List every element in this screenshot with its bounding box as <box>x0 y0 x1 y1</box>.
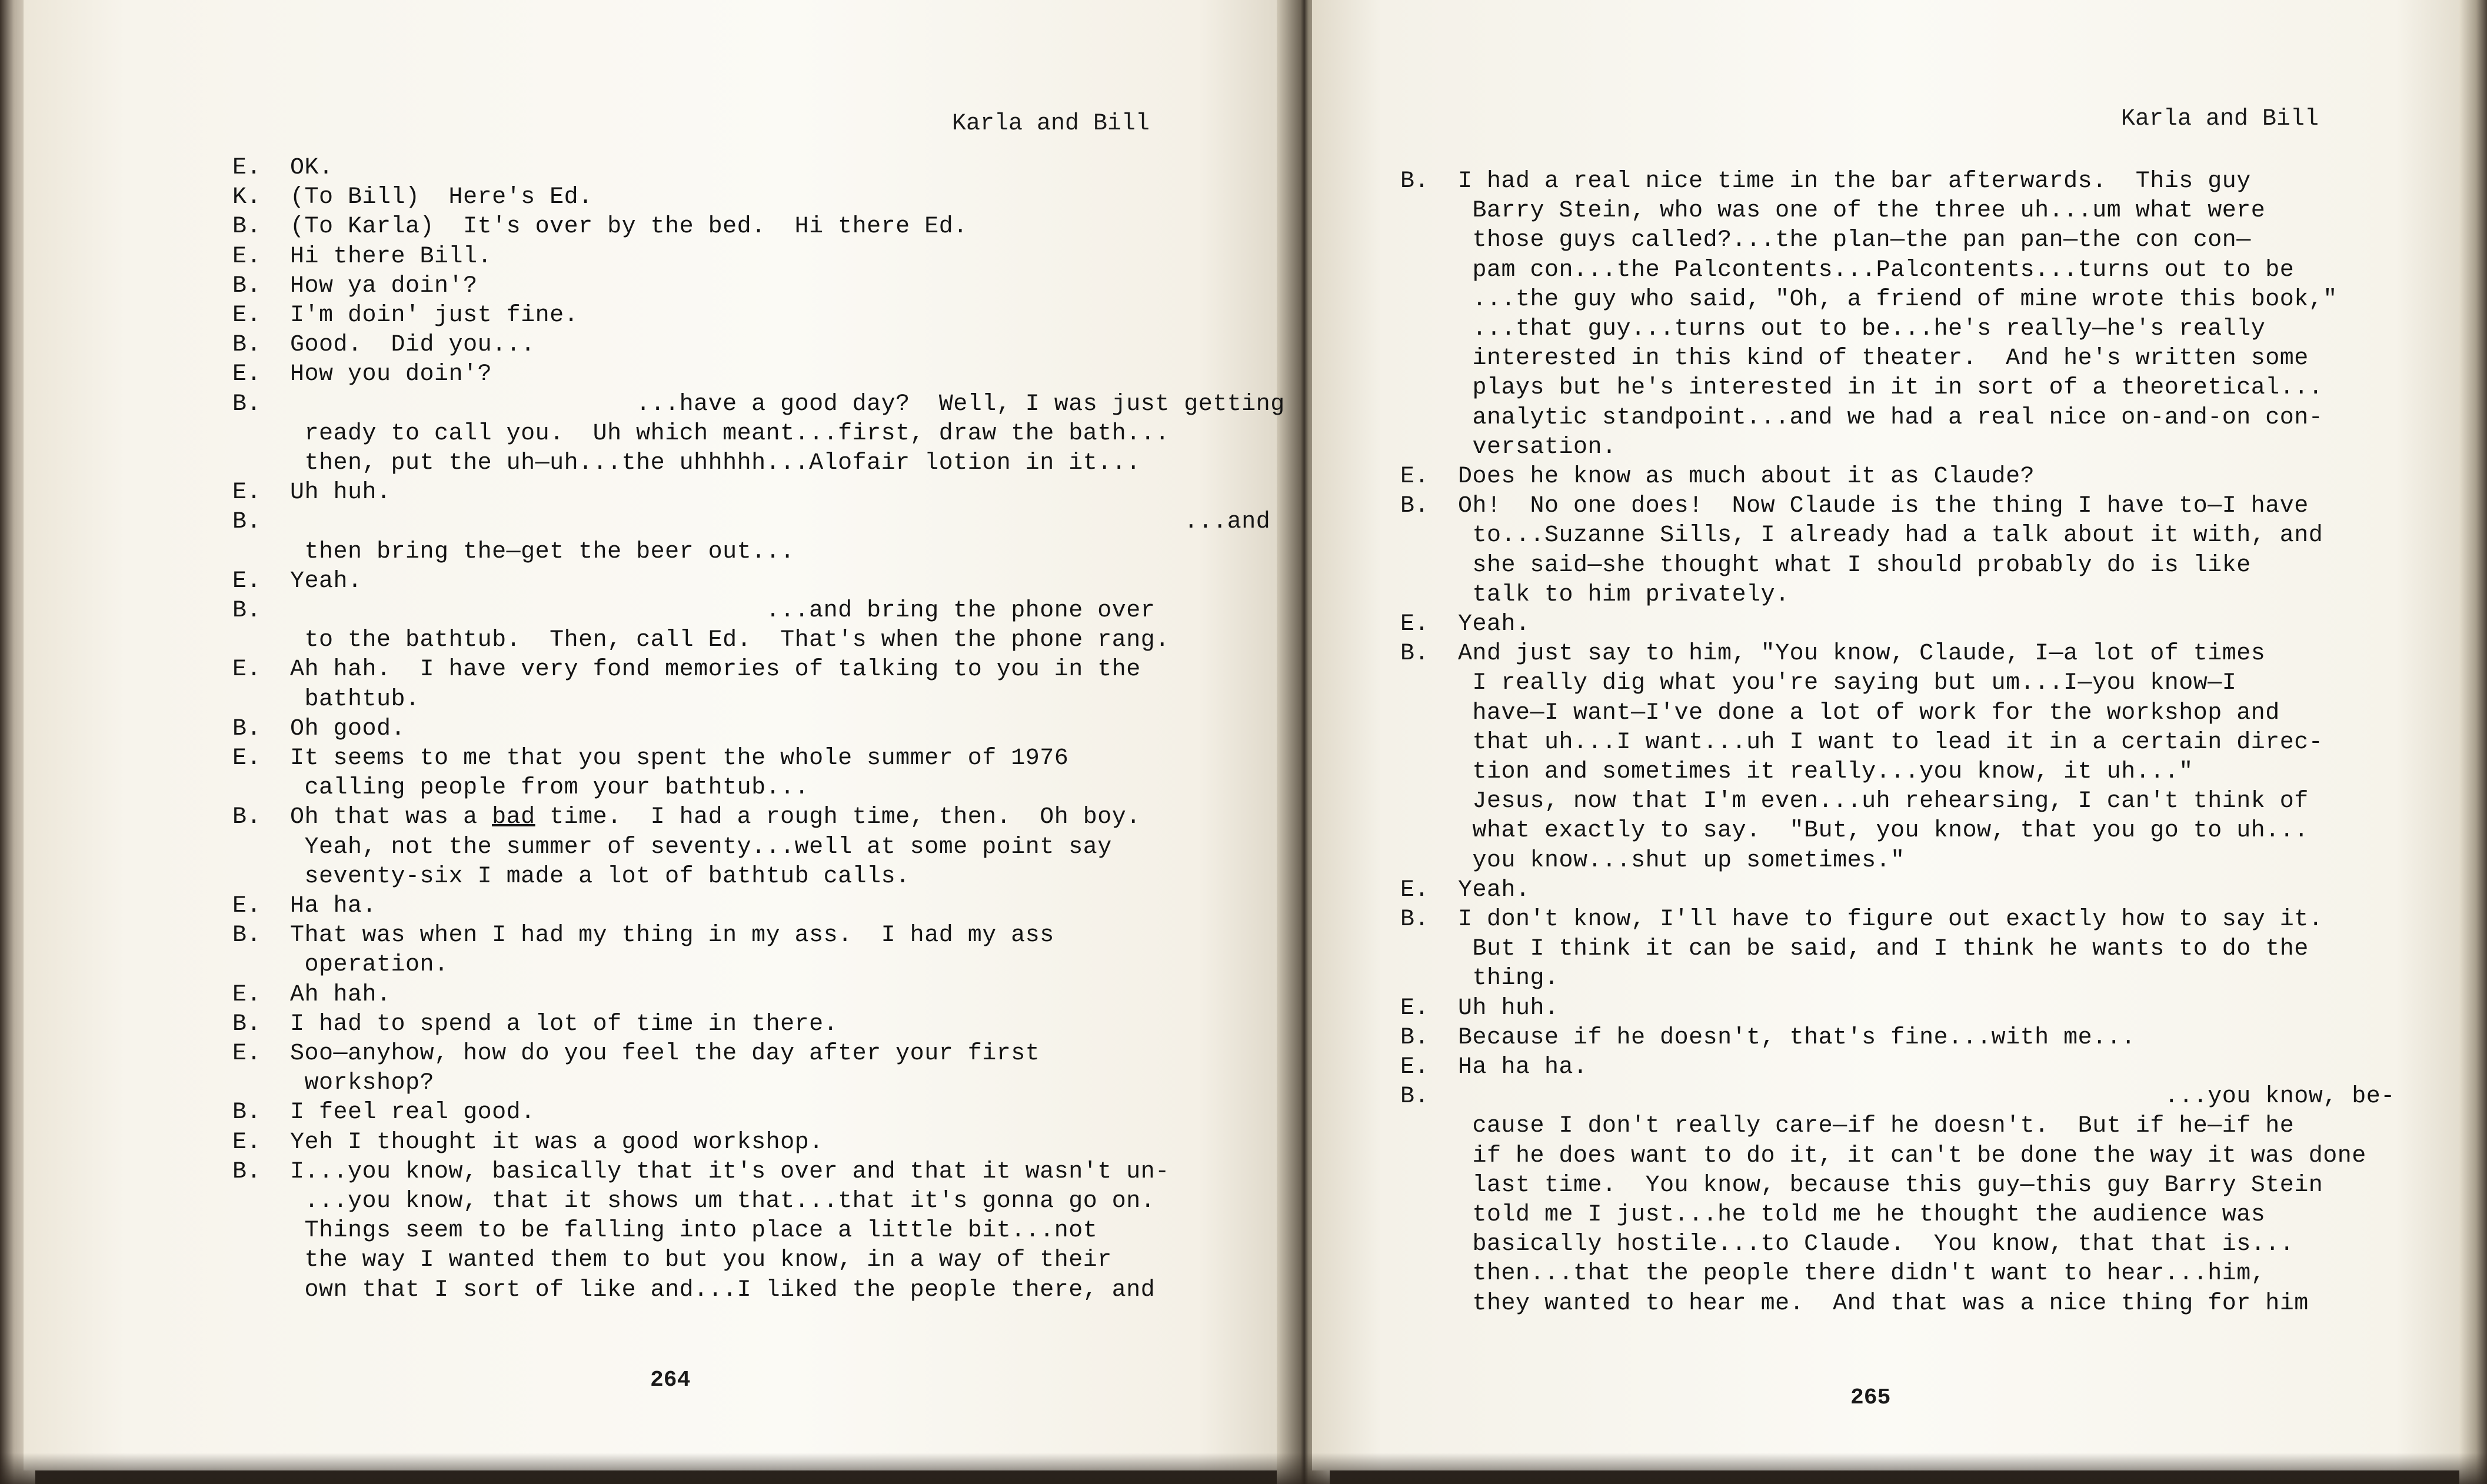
text-line: talk to him privately. <box>1400 581 1790 608</box>
text-line: E. Ah hah. <box>232 981 391 1008</box>
right-page-number: 265 <box>1850 1385 1891 1410</box>
text-line: interested in this kind of theater. And he's written some <box>1400 345 2309 372</box>
text-line: versation. <box>1400 433 1617 461</box>
text-line: to...Suzanne Sills, I already had a talk about it with, and <box>1400 522 2323 549</box>
text-line: what exactly to say. "But, you know, that you go to uh... <box>1400 818 2309 845</box>
text-line: B. ...have a good day? Well, I was just getting <box>232 391 1285 418</box>
text-line: tion and sometimes it really...you know, it uh..." <box>1400 759 2193 785</box>
text-line: ...you know, that it shows um that...that it's gonna go on. <box>232 1188 1156 1215</box>
text-line: E. OK. <box>232 155 334 181</box>
text-line: plays but he's interested in it in sort of a theoretical... <box>1400 375 2323 402</box>
text-line: E. I'm doin' just fine. <box>232 302 579 329</box>
text-line: B. That was when I had my thing in my ass. I had my ass <box>232 922 1054 949</box>
text-line: ...the guy who said, "Oh, a friend of mine wrote this book," <box>1400 286 2338 313</box>
text-line: E. Yeah. <box>1400 876 1530 903</box>
text-line: that uh...I want...uh I want to lead it in a certain direc- <box>1400 729 2323 756</box>
text-line: those guys called?...the plan—the pan pan—the con con— <box>1400 227 2251 254</box>
text-line: last time. You know, because this guy—this guy Barry Stein <box>1400 1172 2323 1199</box>
text-line: K. (To Bill) Here's Ed. <box>232 184 593 211</box>
text-line: basically hostile...to Claude. You know, that that is... <box>1400 1231 2295 1258</box>
text-line: E. Yeh I thought it was a good workshop. <box>232 1129 824 1156</box>
text-line: E. It seems to me that you spent the whole summer of 1976 <box>232 745 1069 772</box>
text-line: then bring the—get the beer out... <box>232 538 795 565</box>
text-line: bathtub. <box>232 686 420 713</box>
text-line: B. Because if he doesn't, that's fine...with me... <box>1400 1024 2136 1051</box>
text-line: B. Oh that was a bad time. I had a rough time, then. Oh boy. <box>232 804 1141 831</box>
text-line: E. Does he know as much about it as Claude? <box>1400 463 2035 490</box>
text-line: ...that guy...turns out to be...he's really—he's really <box>1400 316 2266 342</box>
text-line: own that I sort of like and...I liked the people there, and <box>232 1276 1156 1303</box>
text-line: B. I...you know, basically that it's over and that it wasn't un- <box>232 1158 1170 1185</box>
text-line: you know...shut up sometimes." <box>1400 847 1905 874</box>
text-line: have—I want—I've done a lot of work for the workshop and <box>1400 699 2280 726</box>
text-line: But I think it can be said, and I think he wants to do the <box>1400 936 2309 963</box>
text-line: told me I just...he told me he thought the audience was <box>1400 1202 2266 1228</box>
text-line: cause I don't really care—if he doesn't. But if he—if he <box>1400 1113 2295 1140</box>
text-line: operation. <box>232 952 449 979</box>
text-line: Yeah, not the summer of seventy...well at some point say <box>232 833 1112 861</box>
text-line: calling people from your bathtub... <box>232 775 810 802</box>
text-line: E. Yeah. <box>1400 611 1530 638</box>
text-line: then...that the people there didn't want to hear...him, <box>1400 1260 2266 1288</box>
text-line: E. Soo—anyhow, how do you feel the day after your first <box>232 1041 1040 1067</box>
text-line: workshop? <box>232 1070 435 1097</box>
text-line: E. Hi there Bill. <box>232 243 492 270</box>
text-line: E. How you doin'? <box>232 361 492 388</box>
text-line: she said—she thought what I should probably do is like <box>1400 552 2251 579</box>
text-line: B. Good. Did you... <box>232 332 535 359</box>
text-line: I really dig what you're saying but um...I—you know—I <box>1400 670 2237 697</box>
text-line: B. I don't know, I'll have to figure out exactly how to say it. <box>1400 906 2323 933</box>
text-line: E. Ha ha. <box>232 893 377 919</box>
text-line: thing. <box>1400 965 1559 992</box>
text-line: B. (To Karla) It's over by the bed. Hi there Ed. <box>232 214 968 241</box>
text-line: B. I feel real good. <box>232 1099 535 1126</box>
text-line: analytic standpoint...and we had a real nice on-and-on con- <box>1400 404 2323 431</box>
text-line: E. Yeah. <box>232 568 362 595</box>
text-line: then, put the uh—uh...the uhhhhh...Alofair lotion in it... <box>232 450 1141 476</box>
text-line: seventy-six I made a lot of bathtub calls. <box>232 863 910 890</box>
text-line: pam con...the Palcontents...Palcontents...turns out to be <box>1400 256 2295 284</box>
text-line: Jesus, now that I'm even...uh rehearsing, I can't think of <box>1400 788 2309 815</box>
text-line: B. ...and bring the phone over <box>232 598 1156 624</box>
text-line: E. Uh huh. <box>232 479 391 506</box>
left-running-header: Karla and Bill <box>952 111 1150 137</box>
text-line: ready to call you. Uh which meant...first, draw the bath... <box>232 420 1170 447</box>
text-line: B. How ya doin'? <box>232 272 478 299</box>
text-line: E. Uh huh. <box>1400 995 1559 1022</box>
text-line: to the bathtub. Then, call Ed. That's when the phone rang. <box>232 627 1170 654</box>
text-line: B. ...you know, be- <box>1400 1083 2395 1111</box>
bottom-shadow <box>0 1453 2487 1484</box>
text-line: B. ...and <box>232 509 1271 536</box>
text-line: the way I wanted them to but you know, in a way of their <box>232 1247 1112 1274</box>
text-line: B. I had a real nice time in the bar afterwards. This guy <box>1400 168 2251 195</box>
text-line: Barry Stein, who was one of the three uh...um what were <box>1400 198 2266 225</box>
text-line: E. Ah hah. I have very fond memories of talking to you in the <box>232 656 1141 683</box>
text-line: if he does want to do it, it can't be done the way it was done <box>1400 1142 2366 1169</box>
text-line: B. I had to spend a lot of time in there. <box>232 1011 838 1038</box>
text-line: Things seem to be falling into place a little bit...not <box>232 1218 1098 1245</box>
right-running-header: Karla and Bill <box>2121 106 2319 132</box>
text-line: B. Oh! No one does! Now Claude is the thing I have to—I have <box>1400 493 2309 520</box>
page-edges-right <box>2459 0 2487 1484</box>
text-line: they wanted to hear me. And that was a nice thing for him <box>1400 1290 2309 1317</box>
text-line: E. Ha ha ha. <box>1400 1054 1588 1081</box>
text-line: B. And just say to him, "You know, Claude, I—a lot of times <box>1400 641 2266 668</box>
text-line: B. Oh good. <box>232 715 406 742</box>
left-page-number: 264 <box>650 1368 691 1393</box>
